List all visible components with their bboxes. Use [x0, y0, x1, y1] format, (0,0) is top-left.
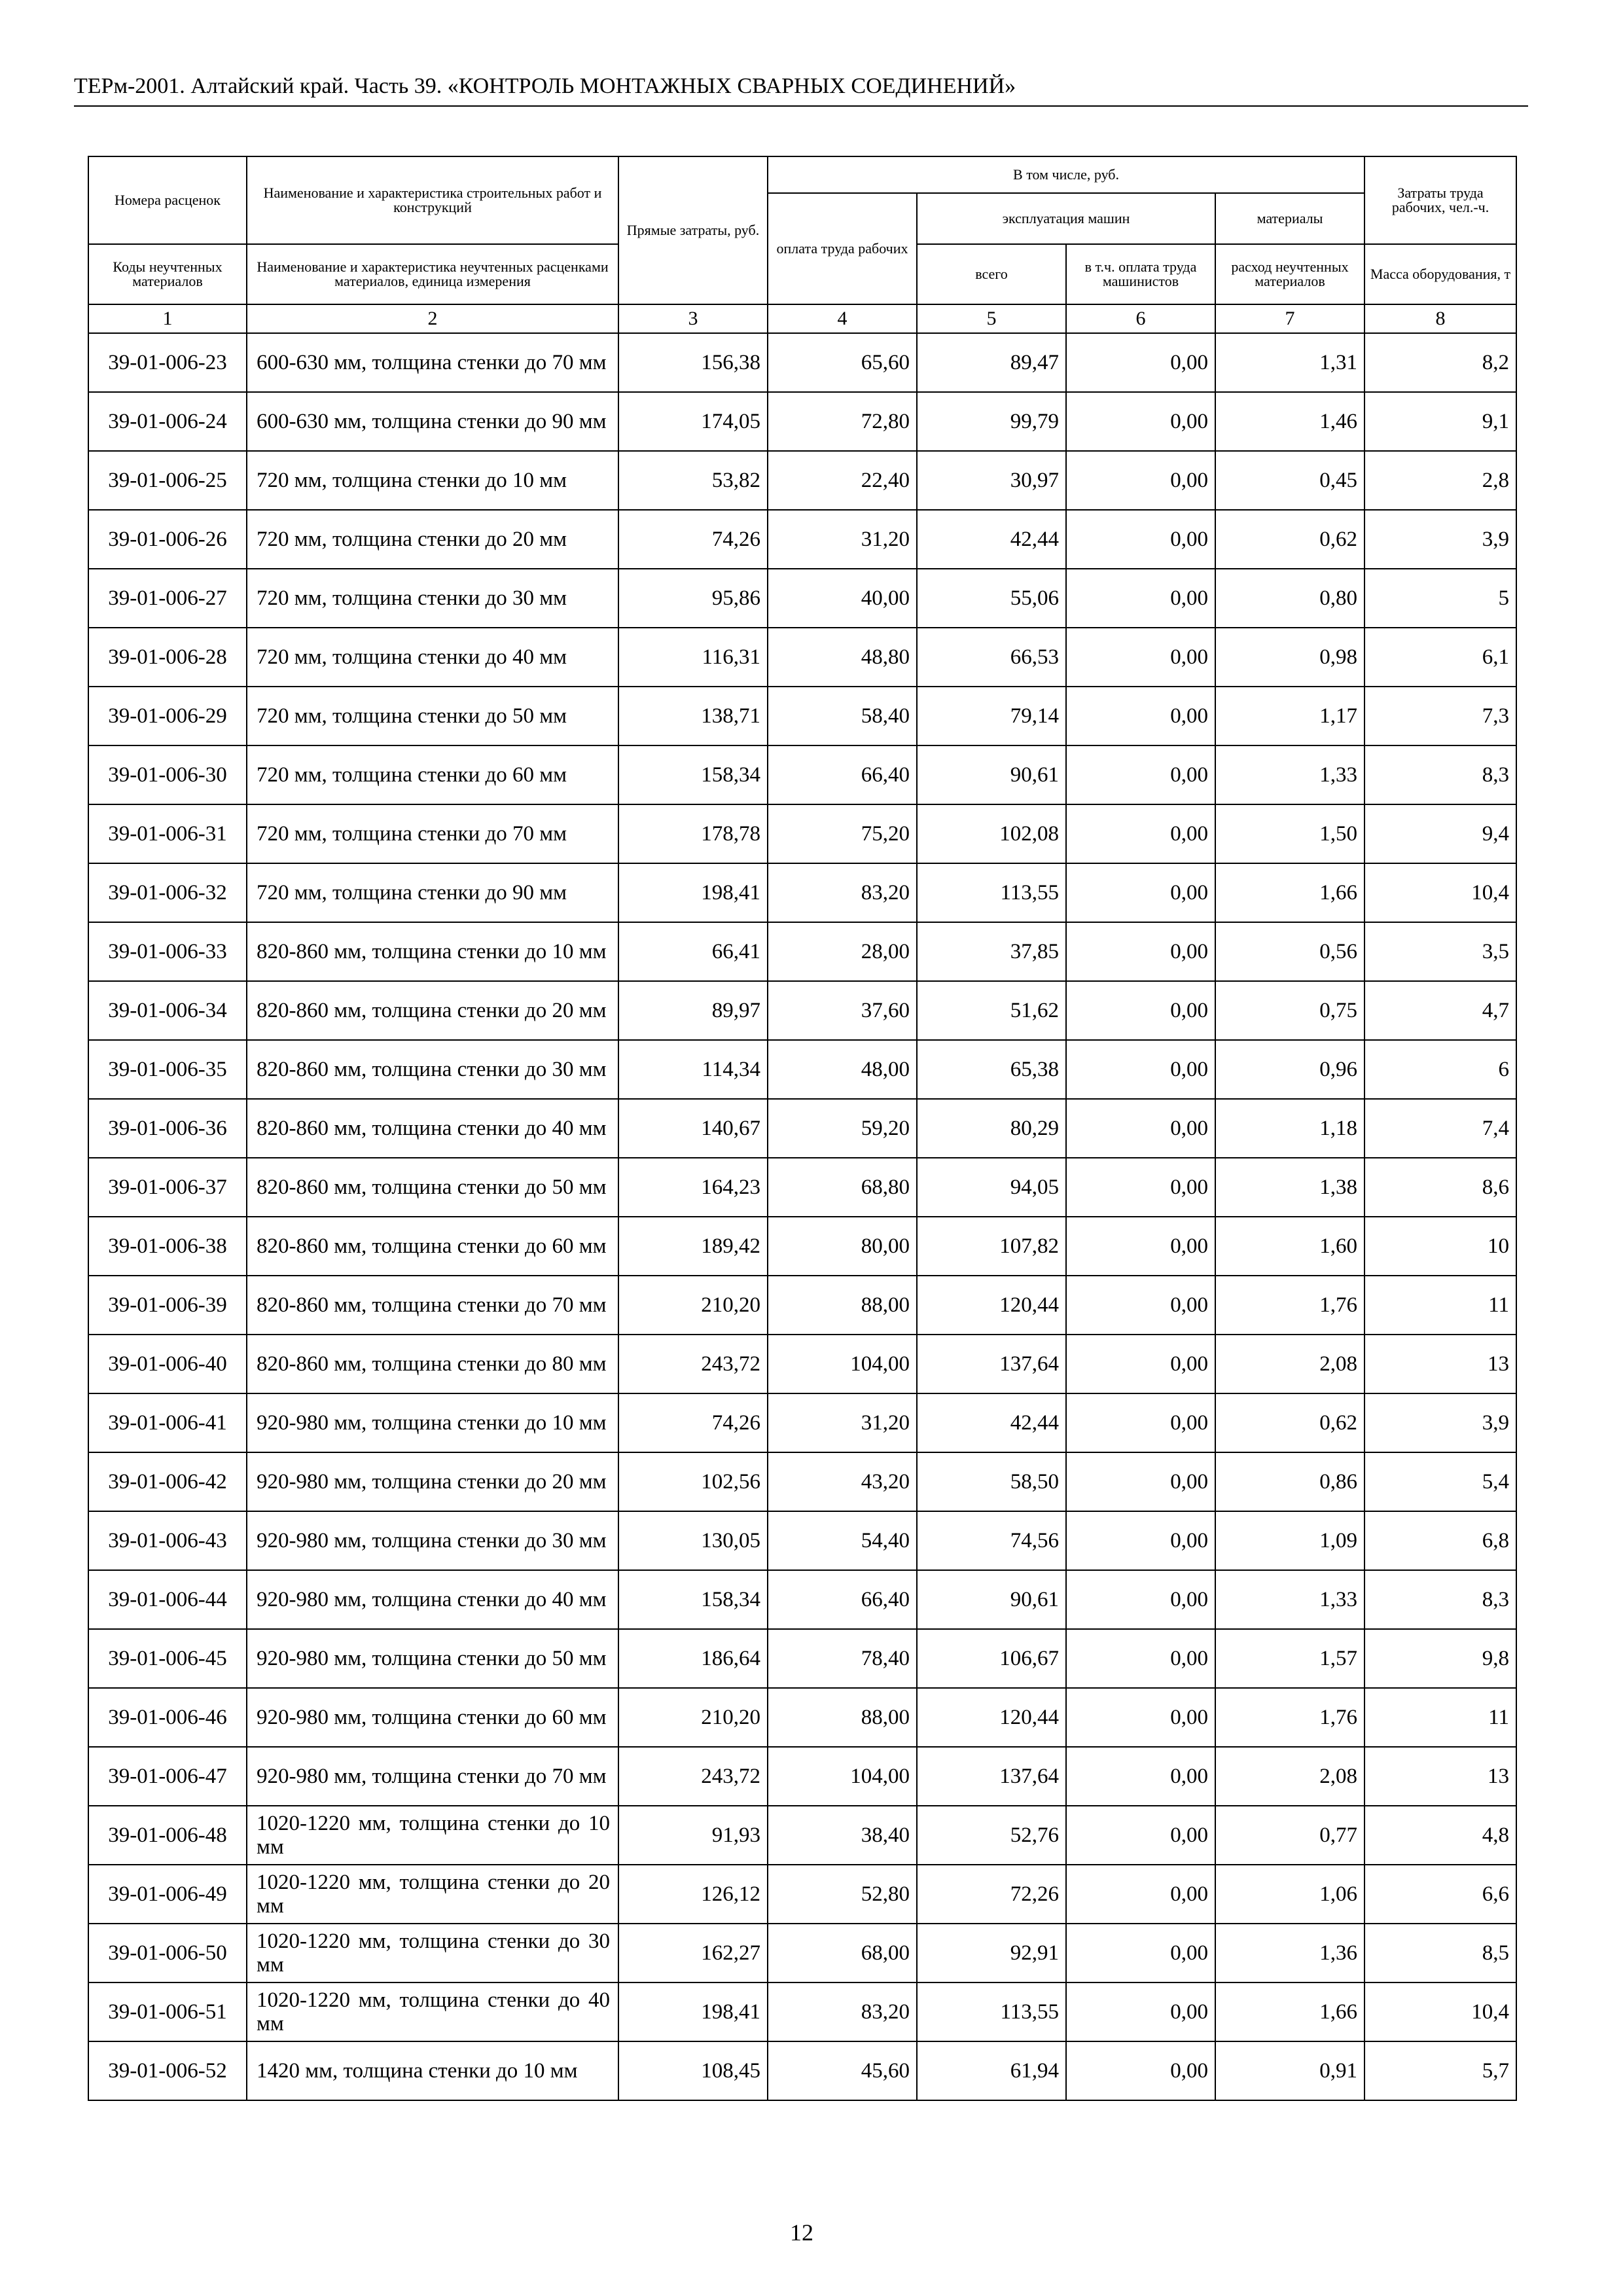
equipment-mass-cell: 9,4	[1364, 804, 1516, 863]
direct-costs-cell: 66,41	[618, 922, 768, 981]
table-row	[88, 1688, 1516, 1747]
labor-costs-cell: 1,18	[1215, 1099, 1364, 1158]
description-cell: 920-980 мм, толщина стенки до 60 мм	[247, 1688, 618, 1747]
machine-total-cell: 92,91	[917, 1924, 1066, 1982]
column-number: 2	[247, 304, 618, 333]
labor-pay-cell: 80,00	[768, 1217, 917, 1276]
labor-pay-cell: 104,00	[768, 1335, 917, 1393]
labor-costs-cell: 1,66	[1215, 863, 1364, 922]
direct-costs-cell: 186,64	[618, 1629, 768, 1688]
equipment-mass-cell: 8,3	[1364, 745, 1516, 804]
operator-pay-cell: 0,00	[1066, 1040, 1215, 1099]
rate-code-cell: 39-01-006-39	[88, 1276, 247, 1335]
equipment-mass-cell: 5,7	[1364, 2041, 1516, 2100]
labor-costs-cell: 1,36	[1215, 1924, 1364, 1982]
equipment-mass-cell: 10,4	[1364, 1982, 1516, 2041]
direct-costs-cell: 91,93	[618, 1806, 768, 1865]
rate-code-cell: 39-01-006-28	[88, 628, 247, 687]
direct-costs-cell: 114,34	[618, 1040, 768, 1099]
column-number: 6	[1066, 304, 1215, 333]
labor-pay-cell: 66,40	[768, 1570, 917, 1629]
labor-pay-cell: 68,00	[768, 1924, 917, 1982]
equipment-mass-cell: 6	[1364, 1040, 1516, 1099]
machine-total-cell: 94,05	[917, 1158, 1066, 1217]
labor-costs-cell: 0,77	[1215, 1806, 1364, 1865]
operator-pay-cell: 0,00	[1066, 1747, 1215, 1806]
labor-costs-cell: 1,76	[1215, 1276, 1364, 1335]
equipment-mass-cell: 6,8	[1364, 1511, 1516, 1570]
labor-pay-cell: 43,20	[768, 1452, 917, 1511]
labor-costs-cell: 1,50	[1215, 804, 1364, 863]
description-cell: 720 мм, толщина стенки до 20 мм	[247, 510, 618, 569]
operator-pay-cell: 0,00	[1066, 745, 1215, 804]
table-row	[88, 1629, 1516, 1688]
labor-costs-cell: 2,08	[1215, 1747, 1364, 1806]
table-row	[88, 863, 1516, 922]
labor-pay-cell: 72,80	[768, 392, 917, 451]
description-cell: 820-860 мм, толщина стенки до 30 мм	[247, 1040, 618, 1099]
table-row	[88, 333, 1516, 392]
table-row	[88, 922, 1516, 981]
labor-costs-cell: 0,62	[1215, 1393, 1364, 1452]
rate-code-cell: 39-01-006-37	[88, 1158, 247, 1217]
labor-pay-cell: 31,20	[768, 510, 917, 569]
description-cell: 720 мм, толщина стенки до 70 мм	[247, 804, 618, 863]
rate-code-cell: 39-01-006-51	[88, 1982, 247, 2041]
labor-pay-cell: 48,80	[768, 628, 917, 687]
rate-code-cell: 39-01-006-32	[88, 863, 247, 922]
rate-code-cell: 39-01-006-52	[88, 2041, 247, 2100]
rate-code-cell: 39-01-006-23	[88, 333, 247, 392]
rate-code-cell: 39-01-006-36	[88, 1099, 247, 1158]
equipment-mass-cell: 11	[1364, 1276, 1516, 1335]
machine-total-cell: 99,79	[917, 392, 1066, 451]
equipment-mass-cell: 5	[1364, 569, 1516, 628]
running-header: ТЕРм-2001. Алтайский край. Часть 39. «КОНТРОЛЬ МОНТАЖНЫХ СВАРНЫХ СОЕДИНЕНИЙ»	[74, 74, 1016, 98]
equipment-mass-cell: 4,8	[1364, 1806, 1516, 1865]
table-row	[88, 569, 1516, 628]
operator-pay-cell: 0,00	[1066, 1099, 1215, 1158]
machine-total-cell: 30,97	[917, 451, 1066, 510]
operator-pay-cell: 0,00	[1066, 1158, 1215, 1217]
direct-costs-cell: 210,20	[618, 1688, 768, 1747]
rate-code-cell: 39-01-006-26	[88, 510, 247, 569]
table-row	[88, 1217, 1516, 1276]
table-row	[88, 1452, 1516, 1511]
labor-pay-cell: 88,00	[768, 1688, 917, 1747]
machine-total-cell: 74,56	[917, 1511, 1066, 1570]
labor-pay-cell: 83,20	[768, 863, 917, 922]
machine-total-cell: 65,38	[917, 1040, 1066, 1099]
page-number: 12	[790, 2219, 813, 2246]
direct-costs-cell: 158,34	[618, 1570, 768, 1629]
direct-costs-cell: 116,31	[618, 628, 768, 687]
labor-pay-cell: 75,20	[768, 804, 917, 863]
rate-code-cell: 39-01-006-42	[88, 1452, 247, 1511]
description-cell: 600-630 мм, толщина стенки до 90 мм	[247, 392, 618, 451]
labor-costs-cell: 0,62	[1215, 510, 1364, 569]
operator-pay-cell: 0,00	[1066, 981, 1215, 1040]
labor-pay-cell: 104,00	[768, 1747, 917, 1806]
direct-costs-cell: 95,86	[618, 569, 768, 628]
labor-pay-cell: 28,00	[768, 922, 917, 981]
direct-costs-cell: 89,97	[618, 981, 768, 1040]
direct-costs-cell: 126,12	[618, 1865, 768, 1924]
direct-costs-cell: 130,05	[618, 1511, 768, 1570]
labor-costs-cell: 0,91	[1215, 2041, 1364, 2100]
labor-pay-cell: 52,80	[768, 1865, 917, 1924]
machine-total-cell: 107,82	[917, 1217, 1066, 1276]
header-direct-costs: Прямые затраты, руб.	[618, 156, 768, 304]
description-cell: 820-860 мм, толщина стенки до 70 мм	[247, 1276, 618, 1335]
labor-costs-cell: 1,33	[1215, 1570, 1364, 1629]
machine-total-cell: 137,64	[917, 1747, 1066, 1806]
table-row	[88, 451, 1516, 510]
table-row	[88, 1924, 1516, 1982]
header-operator-pay: в т.ч. оплата труда машинистов	[1066, 244, 1215, 304]
machine-total-cell: 90,61	[917, 1570, 1066, 1629]
rate-code-cell: 39-01-006-35	[88, 1040, 247, 1099]
column-numbers-row	[88, 304, 1516, 333]
rate-code-cell: 39-01-006-27	[88, 569, 247, 628]
direct-costs-cell: 138,71	[618, 687, 768, 745]
labor-pay-cell: 58,40	[768, 687, 917, 745]
header-unaccounted-names: Наименование и характеристика неучтенных расценками материалов, единица измерения	[247, 244, 618, 304]
direct-costs-cell: 189,42	[618, 1217, 768, 1276]
equipment-mass-cell: 10	[1364, 1217, 1516, 1276]
equipment-mass-cell: 7,3	[1364, 687, 1516, 745]
operator-pay-cell: 0,00	[1066, 687, 1215, 745]
labor-costs-cell: 0,80	[1215, 569, 1364, 628]
operator-pay-cell: 0,00	[1066, 1511, 1215, 1570]
rate-code-cell: 39-01-006-46	[88, 1688, 247, 1747]
description-cell: 920-980 мм, толщина стенки до 70 мм	[247, 1747, 618, 1806]
header-including: В том числе, руб.	[768, 156, 1364, 193]
operator-pay-cell: 0,00	[1066, 333, 1215, 392]
operator-pay-cell: 0,00	[1066, 2041, 1215, 2100]
column-number: 5	[917, 304, 1066, 333]
table-row	[88, 1570, 1516, 1629]
labor-costs-cell: 1,66	[1215, 1982, 1364, 2041]
table-row	[88, 1276, 1516, 1335]
table-row	[88, 981, 1516, 1040]
table-row	[88, 1335, 1516, 1393]
direct-costs-cell: 53,82	[618, 451, 768, 510]
operator-pay-cell: 0,00	[1066, 510, 1215, 569]
description-cell: 1020-1220 мм, толщина стенки до 40 мм	[247, 1982, 618, 2041]
machine-total-cell: 42,44	[917, 1393, 1066, 1452]
labor-pay-cell: 88,00	[768, 1276, 917, 1335]
header-labor-costs: Затраты труда рабочих, чел.-ч.	[1364, 156, 1516, 244]
rate-code-cell: 39-01-006-30	[88, 745, 247, 804]
labor-costs-cell: 1,46	[1215, 392, 1364, 451]
machine-total-cell: 51,62	[917, 981, 1066, 1040]
labor-costs-cell: 0,86	[1215, 1452, 1364, 1511]
table-row	[88, 510, 1516, 569]
operator-pay-cell: 0,00	[1066, 1217, 1215, 1276]
header-name: Наименование и характеристика строительных работ и конструкций	[247, 156, 618, 244]
column-number: 8	[1364, 304, 1516, 333]
direct-costs-cell: 243,72	[618, 1747, 768, 1806]
operator-pay-cell: 0,00	[1066, 863, 1215, 922]
rate-code-cell: 39-01-006-24	[88, 392, 247, 451]
rates-table	[88, 156, 1517, 2101]
machine-total-cell: 61,94	[917, 2041, 1066, 2100]
description-cell: 820-860 мм, толщина стенки до 40 мм	[247, 1099, 618, 1158]
rate-code-cell: 39-01-006-48	[88, 1806, 247, 1865]
labor-costs-cell: 0,56	[1215, 922, 1364, 981]
description-cell: 720 мм, толщина стенки до 10 мм	[247, 451, 618, 510]
description-cell: 920-980 мм, толщина стенки до 30 мм	[247, 1511, 618, 1570]
machine-total-cell: 113,55	[917, 1982, 1066, 2041]
labor-pay-cell: 48,00	[768, 1040, 917, 1099]
rate-code-cell: 39-01-006-49	[88, 1865, 247, 1924]
header-rule	[74, 105, 1528, 107]
description-cell: 720 мм, толщина стенки до 30 мм	[247, 569, 618, 628]
operator-pay-cell: 0,00	[1066, 804, 1215, 863]
labor-costs-cell: 1,06	[1215, 1865, 1364, 1924]
description-cell: 920-980 мм, толщина стенки до 20 мм	[247, 1452, 618, 1511]
equipment-mass-cell: 2,8	[1364, 451, 1516, 510]
rate-code-cell: 39-01-006-50	[88, 1924, 247, 1982]
machine-total-cell: 79,14	[917, 687, 1066, 745]
rate-code-cell: 39-01-006-38	[88, 1217, 247, 1276]
description-cell: 820-860 мм, толщина стенки до 50 мм	[247, 1158, 618, 1217]
labor-costs-cell: 1,09	[1215, 1511, 1364, 1570]
table-row	[88, 687, 1516, 745]
header-materials: материалы	[1215, 193, 1364, 244]
equipment-mass-cell: 8,6	[1364, 1158, 1516, 1217]
header-unaccounted-codes: Коды неучтенных материалов	[88, 244, 247, 304]
labor-pay-cell: 59,20	[768, 1099, 917, 1158]
machine-total-cell: 42,44	[917, 510, 1066, 569]
direct-costs-cell: 210,20	[618, 1276, 768, 1335]
labor-costs-cell: 1,38	[1215, 1158, 1364, 1217]
machine-total-cell: 120,44	[917, 1276, 1066, 1335]
rate-code-cell: 39-01-006-33	[88, 922, 247, 981]
table-row	[88, 1158, 1516, 1217]
machine-total-cell: 37,85	[917, 922, 1066, 981]
operator-pay-cell: 0,00	[1066, 922, 1215, 981]
description-cell: 600-630 мм, толщина стенки до 70 мм	[247, 333, 618, 392]
description-cell: 720 мм, толщина стенки до 60 мм	[247, 745, 618, 804]
machine-total-cell: 137,64	[917, 1335, 1066, 1393]
equipment-mass-cell: 13	[1364, 1335, 1516, 1393]
labor-pay-cell: 40,00	[768, 569, 917, 628]
machine-total-cell: 66,53	[917, 628, 1066, 687]
equipment-mass-cell: 4,7	[1364, 981, 1516, 1040]
table-row	[88, 1040, 1516, 1099]
equipment-mass-cell: 10,4	[1364, 863, 1516, 922]
column-number: 4	[768, 304, 917, 333]
rate-code-cell: 39-01-006-40	[88, 1335, 247, 1393]
labor-pay-cell: 65,60	[768, 333, 917, 392]
labor-costs-cell: 1,76	[1215, 1688, 1364, 1747]
rate-code-cell: 39-01-006-45	[88, 1629, 247, 1688]
direct-costs-cell: 198,41	[618, 863, 768, 922]
rate-code-cell: 39-01-006-31	[88, 804, 247, 863]
operator-pay-cell: 0,00	[1066, 392, 1215, 451]
labor-pay-cell: 22,40	[768, 451, 917, 510]
column-number: 1	[88, 304, 247, 333]
machine-total-cell: 120,44	[917, 1688, 1066, 1747]
direct-costs-cell: 156,38	[618, 333, 768, 392]
description-cell: 720 мм, толщина стенки до 90 мм	[247, 863, 618, 922]
table-row	[88, 1806, 1516, 1865]
machine-total-cell: 89,47	[917, 333, 1066, 392]
table-row	[88, 1511, 1516, 1570]
direct-costs-cell: 174,05	[618, 392, 768, 451]
operator-pay-cell: 0,00	[1066, 1335, 1215, 1393]
rate-code-cell: 39-01-006-25	[88, 451, 247, 510]
labor-costs-cell: 1,60	[1215, 1217, 1364, 1276]
description-cell: 720 мм, толщина стенки до 40 мм	[247, 628, 618, 687]
direct-costs-cell: 108,45	[618, 2041, 768, 2100]
operator-pay-cell: 0,00	[1066, 451, 1215, 510]
operator-pay-cell: 0,00	[1066, 1806, 1215, 1865]
labor-pay-cell: 78,40	[768, 1629, 917, 1688]
rate-code-cell: 39-01-006-43	[88, 1511, 247, 1570]
description-cell: 1020-1220 мм, толщина стенки до 30 мм	[247, 1924, 618, 1982]
labor-pay-cell: 68,80	[768, 1158, 917, 1217]
description-cell: 820-860 мм, толщина стенки до 60 мм	[247, 1217, 618, 1276]
equipment-mass-cell: 3,5	[1364, 922, 1516, 981]
description-cell: 1020-1220 мм, толщина стенки до 20 мм	[247, 1865, 618, 1924]
machine-total-cell: 58,50	[917, 1452, 1066, 1511]
table-row	[88, 392, 1516, 451]
machine-total-cell: 113,55	[917, 863, 1066, 922]
column-number: 7	[1215, 304, 1364, 333]
equipment-mass-cell: 3,9	[1364, 510, 1516, 569]
labor-pay-cell: 45,60	[768, 2041, 917, 2100]
labor-pay-cell: 31,20	[768, 1393, 917, 1452]
table-row	[88, 745, 1516, 804]
table-row	[88, 1982, 1516, 2041]
equipment-mass-cell: 6,1	[1364, 628, 1516, 687]
header-code: Номера расценок	[88, 156, 247, 244]
equipment-mass-cell: 8,5	[1364, 1924, 1516, 1982]
operator-pay-cell: 0,00	[1066, 1452, 1215, 1511]
header-unaccounted-consumption: расход неучтенных материалов	[1215, 244, 1364, 304]
machine-total-cell: 90,61	[917, 745, 1066, 804]
direct-costs-cell: 140,67	[618, 1099, 768, 1158]
labor-pay-cell: 38,40	[768, 1806, 917, 1865]
operator-pay-cell: 0,00	[1066, 1629, 1215, 1688]
description-cell: 820-860 мм, толщина стенки до 80 мм	[247, 1335, 618, 1393]
operator-pay-cell: 0,00	[1066, 1924, 1215, 1982]
table-row	[88, 1747, 1516, 1806]
rate-code-cell: 39-01-006-34	[88, 981, 247, 1040]
table-row	[88, 2041, 1516, 2100]
rate-code-cell: 39-01-006-41	[88, 1393, 247, 1452]
operator-pay-cell: 0,00	[1066, 569, 1215, 628]
rate-code-cell: 39-01-006-44	[88, 1570, 247, 1629]
equipment-mass-cell: 8,3	[1364, 1570, 1516, 1629]
table-body	[88, 333, 1516, 2100]
machine-total-cell: 55,06	[917, 569, 1066, 628]
operator-pay-cell: 0,00	[1066, 1276, 1215, 1335]
labor-pay-cell: 83,20	[768, 1982, 917, 2041]
direct-costs-cell: 243,72	[618, 1335, 768, 1393]
operator-pay-cell: 0,00	[1066, 628, 1215, 687]
description-cell: 820-860 мм, толщина стенки до 20 мм	[247, 981, 618, 1040]
machine-total-cell: 102,08	[917, 804, 1066, 863]
equipment-mass-cell: 8,2	[1364, 333, 1516, 392]
table-row	[88, 804, 1516, 863]
description-cell: 820-860 мм, толщина стенки до 10 мм	[247, 922, 618, 981]
labor-pay-cell: 37,60	[768, 981, 917, 1040]
direct-costs-cell: 198,41	[618, 1982, 768, 2041]
description-cell: 1420 мм, толщина стенки до 10 мм	[247, 2041, 618, 2100]
labor-pay-cell: 66,40	[768, 745, 917, 804]
equipment-mass-cell: 13	[1364, 1747, 1516, 1806]
labor-costs-cell: 0,75	[1215, 981, 1364, 1040]
operator-pay-cell: 0,00	[1066, 1393, 1215, 1452]
table-row	[88, 628, 1516, 687]
labor-costs-cell: 2,08	[1215, 1335, 1364, 1393]
description-cell: 920-980 мм, толщина стенки до 50 мм	[247, 1629, 618, 1688]
description-cell: 1020-1220 мм, толщина стенки до 10 мм	[247, 1806, 618, 1865]
equipment-mass-cell: 9,1	[1364, 392, 1516, 451]
direct-costs-cell: 164,23	[618, 1158, 768, 1217]
operator-pay-cell: 0,00	[1066, 1688, 1215, 1747]
labor-costs-cell: 1,17	[1215, 687, 1364, 745]
direct-costs-cell: 102,56	[618, 1452, 768, 1511]
direct-costs-cell: 162,27	[618, 1924, 768, 1982]
labor-costs-cell: 1,33	[1215, 745, 1364, 804]
operator-pay-cell: 0,00	[1066, 1865, 1215, 1924]
direct-costs-cell: 74,26	[618, 1393, 768, 1452]
header-machine-operation: эксплуатация машин	[917, 193, 1215, 244]
equipment-mass-cell: 11	[1364, 1688, 1516, 1747]
direct-costs-cell: 178,78	[618, 804, 768, 863]
labor-costs-cell: 1,31	[1215, 333, 1364, 392]
rate-code-cell: 39-01-006-29	[88, 687, 247, 745]
operator-pay-cell: 0,00	[1066, 1982, 1215, 2041]
header-labor-pay: оплата труда рабочих	[768, 193, 917, 304]
description-cell: 720 мм, толщина стенки до 50 мм	[247, 687, 618, 745]
operator-pay-cell: 0,00	[1066, 1570, 1215, 1629]
equipment-mass-cell: 7,4	[1364, 1099, 1516, 1158]
rate-code-cell: 39-01-006-47	[88, 1747, 247, 1806]
table-row	[88, 1393, 1516, 1452]
equipment-mass-cell: 3,9	[1364, 1393, 1516, 1452]
labor-costs-cell: 1,57	[1215, 1629, 1364, 1688]
labor-costs-cell: 0,98	[1215, 628, 1364, 687]
table-header	[88, 156, 1516, 333]
table-row	[88, 1099, 1516, 1158]
machine-total-cell: 72,26	[917, 1865, 1066, 1924]
labor-pay-cell: 54,40	[768, 1511, 917, 1570]
header-machines-total: всего	[917, 244, 1066, 304]
table-row	[88, 1865, 1516, 1924]
header-equipment-mass: Масса оборудования, т	[1364, 244, 1516, 304]
machine-total-cell: 80,29	[917, 1099, 1066, 1158]
labor-costs-cell: 0,45	[1215, 451, 1364, 510]
equipment-mass-cell: 5,4	[1364, 1452, 1516, 1511]
column-number: 3	[618, 304, 768, 333]
direct-costs-cell: 74,26	[618, 510, 768, 569]
labor-costs-cell: 0,96	[1215, 1040, 1364, 1099]
description-cell: 920-980 мм, толщина стенки до 40 мм	[247, 1570, 618, 1629]
machine-total-cell: 106,67	[917, 1629, 1066, 1688]
equipment-mass-cell: 9,8	[1364, 1629, 1516, 1688]
direct-costs-cell: 158,34	[618, 745, 768, 804]
machine-total-cell: 52,76	[917, 1806, 1066, 1865]
description-cell: 920-980 мм, толщина стенки до 10 мм	[247, 1393, 618, 1452]
equipment-mass-cell: 6,6	[1364, 1865, 1516, 1924]
